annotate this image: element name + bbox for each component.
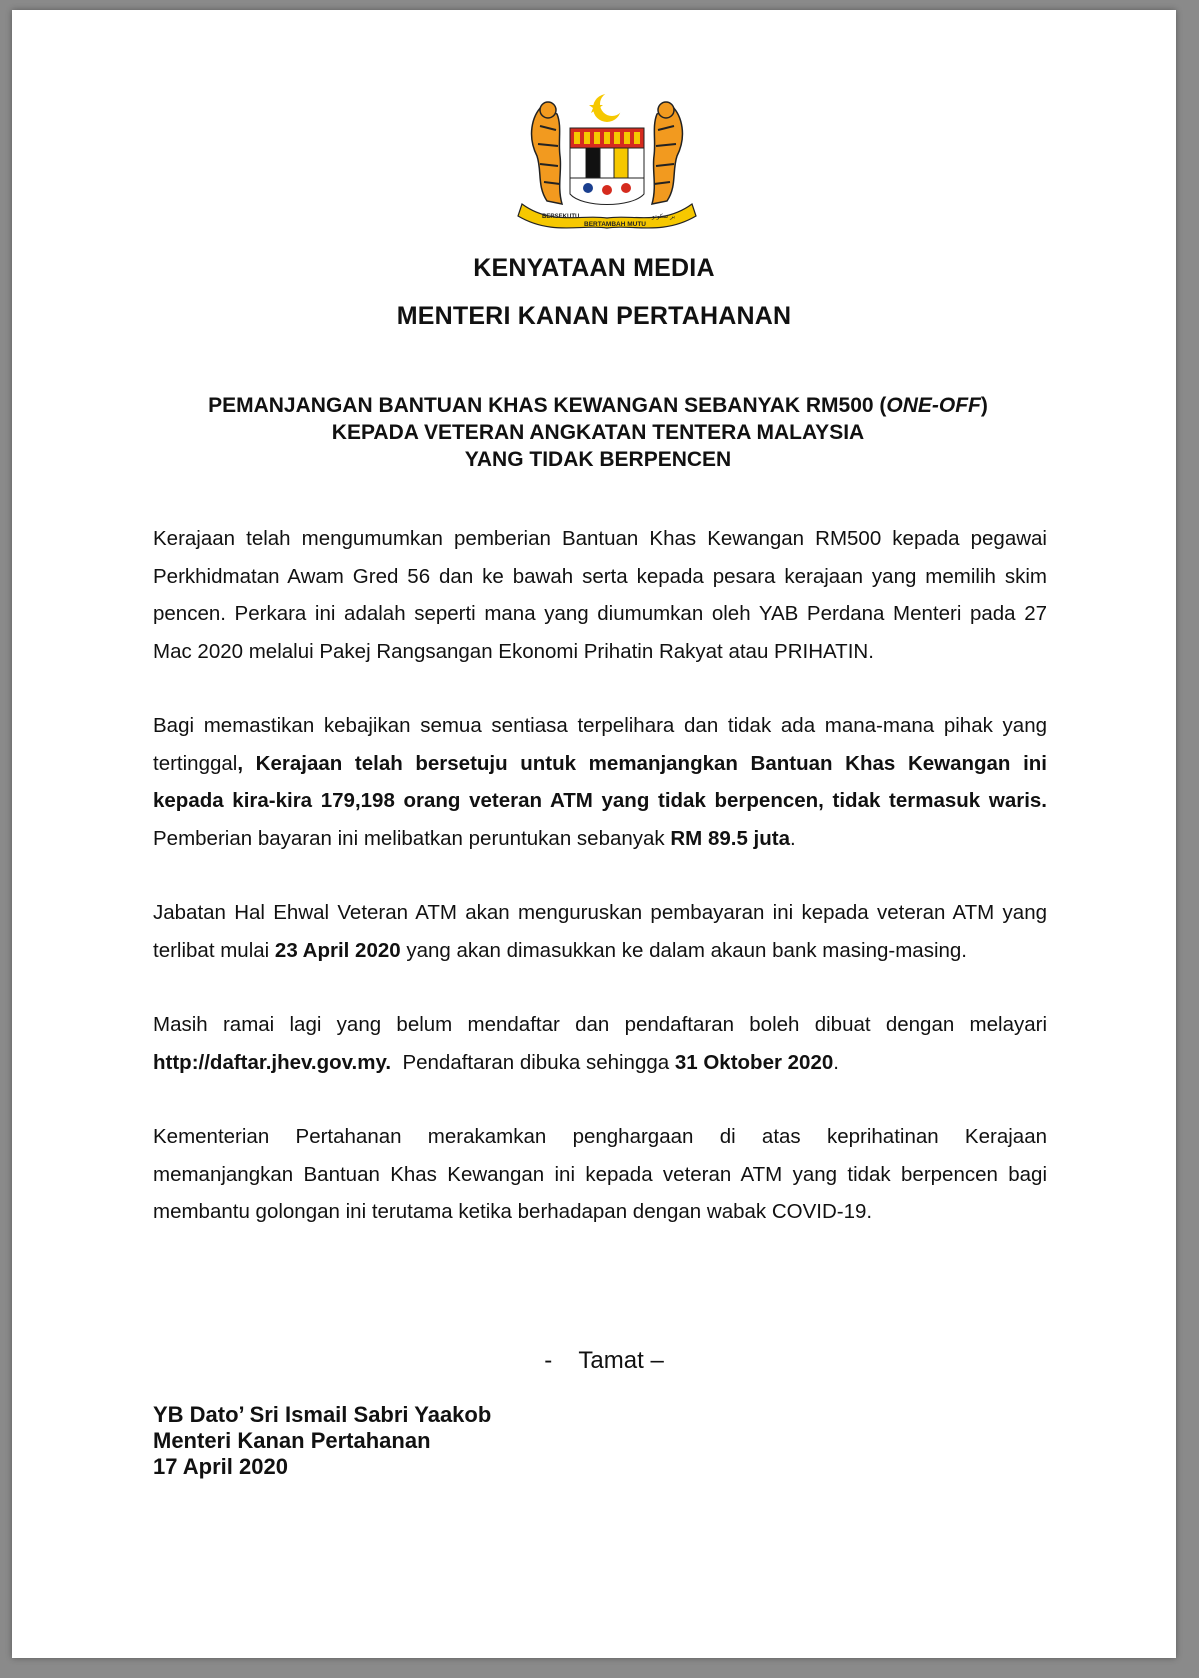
paragraph-1: Kerajaan telah mengumumkan pemberian Bantuan Khas Kewangan RM500 kepada pegawai Perkhidmatan Awam Gred 56 dan ke bawah serta kepada pesara kerajaan yang memilih skim pencen. Perkara ini adalah seperti mana yang diumumkan oleh YAB Perdana Menteri pada 27 Mac 2020 melalui Pakej Rangsangan Ekonomi Prihatin Rakyat atau PRIHATIN. [153, 527, 1047, 663]
crest-motto-left: BERSEKUTU [542, 214, 580, 220]
signatory-title: Menteri Kanan Pertahanan [153, 1428, 431, 1453]
paragraph-2 [153, 707, 1047, 857]
signature-block [153, 1402, 491, 1480]
paragraph-2-bold-amount: RM 89.5 juta [670, 826, 790, 850]
paragraph-2-part-a: Bagi memastikan kebajikan semua sentiasa terpelihara dan tidak ada mana-mana pihak yang tertinggal [153, 714, 1047, 775]
crest-motto-center: BERTAMBAH MUTU [584, 221, 646, 228]
paragraph-3 [153, 894, 1047, 969]
subject-line-1-post: ) [980, 394, 988, 417]
paragraph-3-part-c: yang akan dimasukkan ke dalam akaun bank masing-masing. [400, 938, 967, 962]
closing-mark: - Tamat – [544, 1347, 664, 1374]
paragraph-2-bold-a: , Kerajaan telah bersetuju untuk memanjangkan Bantuan Khas Kewangan ini kepada kira-kira 179,198 orang veteran ATM yang tidak berpencen, tidak termasuk waris. [153, 751, 1047, 812]
document-subtitle: MENTERI KANAN PERTAHANAN [396, 302, 792, 330]
signatory-name: YB Dato’ Sri Ismail Sabri Yaakob [153, 1402, 492, 1427]
paragraph-4-part-a: Masih ramai lagi yang belum mendaftar dan pendaftaran boleh dibuat dengan melayari [153, 1013, 1047, 1036]
paragraph-4-end: . [833, 1050, 839, 1074]
paragraph-4 [153, 1006, 1047, 1081]
crest-motto-right: بر سکوتو [652, 213, 676, 220]
document-page [12, 10, 1176, 1658]
paragraph-5: Kementerian Pertahanan merakamkan penghargaan di atas keprihatinan Kerajaan memanjangkan Bantuan Khas Kewangan ini kepada veteran ATM yang tidak berpencen bagi membantu golongan ini terutama ketika berhadapan dengan wabak COVID-19. [153, 1125, 1047, 1223]
paragraph-3-part-a: Jabatan Hal Ehwal Veteran ATM akan menguruskan pembayaran ini kepada veteran ATM yang terlibat mulai [153, 901, 1047, 962]
paragraph-4-bold-date: 31 Oktober 2020 [674, 1050, 834, 1074]
document-title: KENYATAAN MEDIA [473, 254, 715, 282]
subject-line-1 [152, 392, 1044, 419]
paragraph-2-part-c: Pemberian bayaran ini melibatkan peruntukan sebanyak [153, 826, 671, 850]
registration-url: http://daftar.jhev.gov.my. [153, 1050, 392, 1074]
subject-line-1-italic: ONE-OFF [886, 394, 981, 417]
signature-date: 17 April 2020 [153, 1454, 288, 1479]
paragraph-2-end: . [790, 826, 796, 850]
subject-line-3: YANG TIDAK BERPENCEN [464, 448, 732, 471]
body-text [153, 520, 1047, 1268]
subject-line-1-pre: PEMANJANGAN BANTUAN KHAS KEWANGAN SEBANYAK RM500 ( [208, 394, 887, 417]
paragraph-3-bold-date: 23 April 2020 [274, 938, 401, 962]
subject-line-2: KEPADA VETERAN ANGKATAN TENTERA MALAYSIA [331, 421, 865, 444]
subject-heading [152, 392, 1044, 473]
paragraph-4-part-c: Pendaftaran dibuka sehingga [391, 1050, 675, 1074]
malaysia-coat-of-arms-icon [512, 86, 702, 236]
